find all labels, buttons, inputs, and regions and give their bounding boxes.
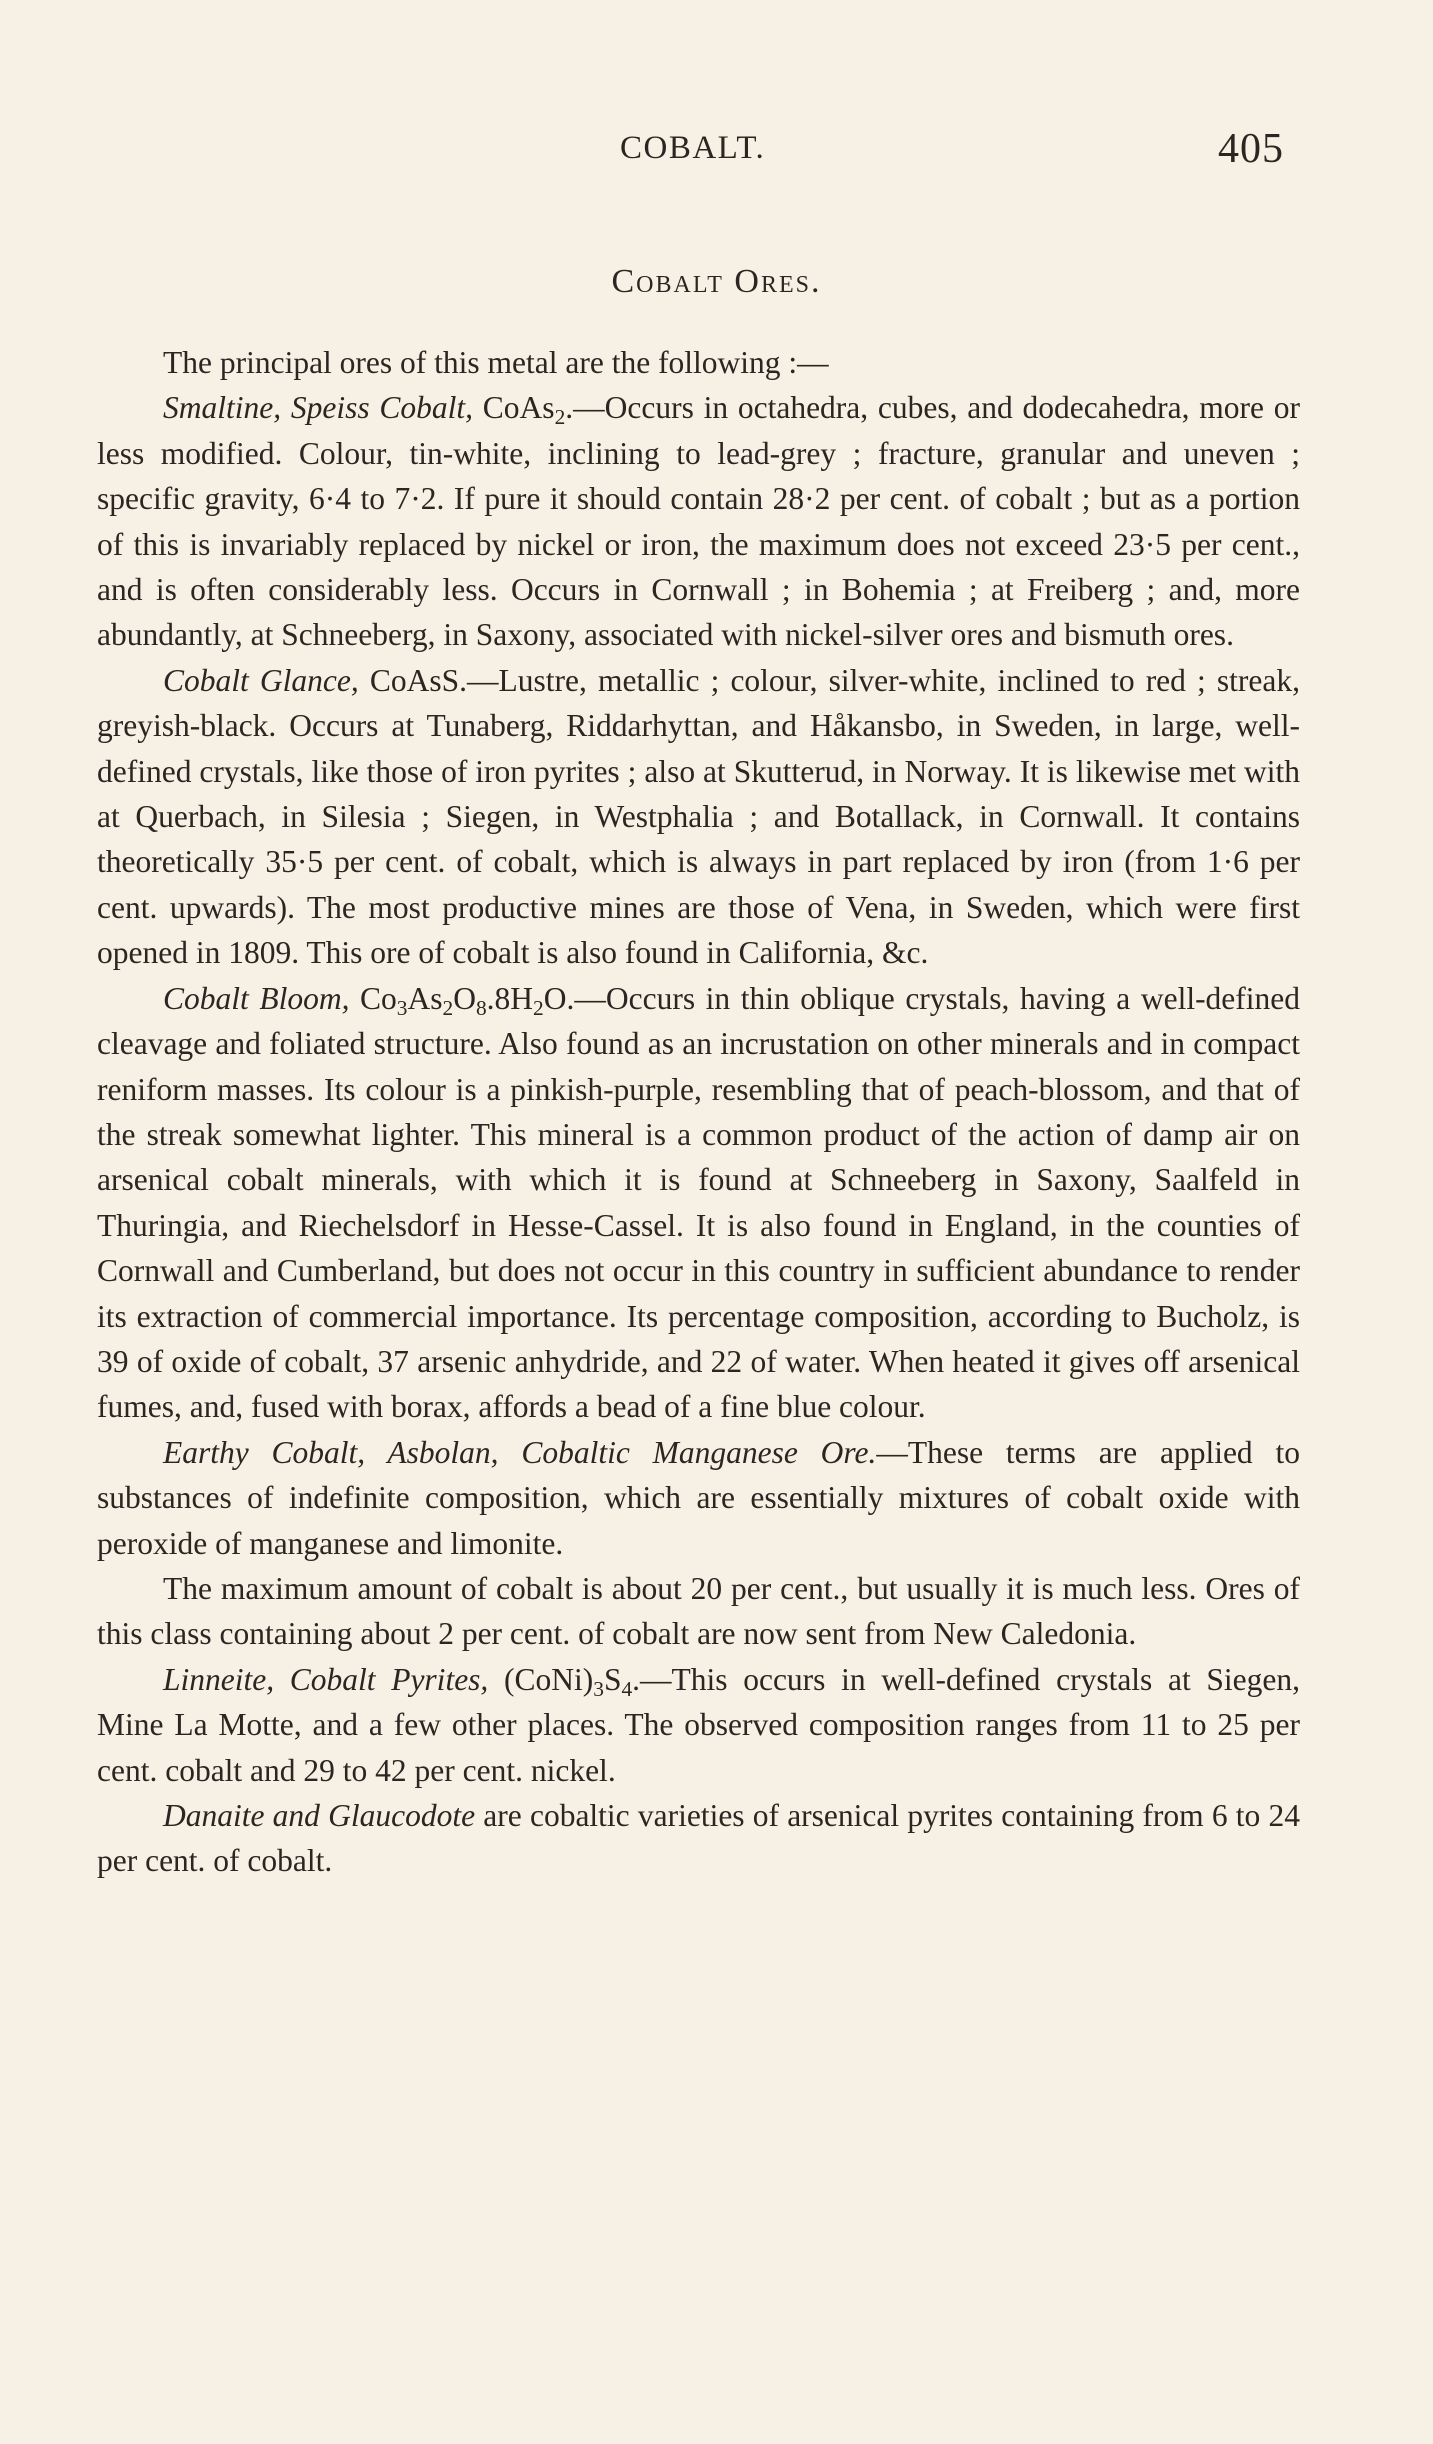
paragraph-text: .—Lustre, metallic ; colour, silver-white, inclined to red ; streak, greyish-black. Occurs at Tunaberg, Riddarhyttan, and Håkansbo, in Sweden, in large, well-defined crystals, like those of iron pyrites ; also at Skutterud, in Norway. It is likewise met with at Querbach, in Silesia ; Siegen, in Westphalia ; and Botallack, in Cornwall. It contains theoretically 35·5 per cent. of cobalt, which is always in part replaced by iron (from 1·6 per cent. upwards). The most productive mines are those of Vena, in Sweden, which were first opened in 1809. This ore of cobalt is also found in California, &c.	[97, 662, 1300, 971]
chemical-formula: $(CoNi)_3S_4$	[503, 1661, 633, 1701]
page-number: 405	[1218, 126, 1284, 172]
intro-paragraph: The principal ores of this metal are the following :—	[163, 345, 829, 380]
paragraph-text: are cobaltic varieties of arsenical pyrites containing from 6 to 24 per cent. of cobalt.	[97, 1798, 1301, 1879]
chemical-formula: $Co_3As_2O_8.8H_2O$	[360, 980, 567, 1020]
chemical-formula: CoAs$_2$	[482, 390, 566, 430]
mineral-name: Smaltine, Speiss Cobalt,	[163, 390, 474, 426]
paragraph-cobalt-glance	[97, 658, 1300, 976]
body-text	[97, 340, 1300, 1884]
chemical-formula: CoAsS	[369, 662, 460, 698]
paragraph-smaltine	[97, 385, 1300, 657]
paragraph-text: .—Occurs in thin oblique crystals, having a well-defined cleavage and foliated structure. Also found as an incrustation on other minerals and in compact reniform masses. Its colour is a pinkish-purple, resembling that of peach-blossom, and that of the streak somewhat lighter. This mineral is a common product of the action of damp air on arsenical cobalt minerals, with which it is found at Schneeberg in Saxony, Saalfeld in Thuringia, and Riechelsdorf in Hesse-Cassel. It is also found in England, in the counties of Cornwall and Cumberland, but does not occur in this country in sufficient abundance to render its extraction of commercial importance. Its percentage composition, according to Bucholz, is 39 of oxide of cobalt, 37 arsenic anhydride, and 22 of water. When heated it gives off arsenical fumes, and, fused with borax, affords a bead of a fine blue colour.	[97, 980, 1301, 1425]
paragraph-earthy-cobalt	[97, 1430, 1300, 1566]
paragraph-text: —These terms are applied to substances of indefinite composition, which are essentially mixtures of cobalt oxide with peroxide of manganese and limonite.	[97, 1434, 1300, 1561]
paragraph-cobalt-bloom	[97, 976, 1300, 1430]
section-title: Cobalt Ores.	[611, 263, 822, 300]
paragraph-danaite	[97, 1793, 1300, 1884]
paragraph-text: .—This occurs in well-defined crystals at Siegen, Mine La Motte, and a few other places. The observed composition ranges from 11 to 25 per cent. cobalt and 29 to 42 per cent. nickel.	[97, 1661, 1300, 1788]
paragraph-maximum-amount: The maximum amount of cobalt is about 20 per cent., but usually it is much less. Ores of this class containing about 2 per cent. of cobalt are now sent from New Caledonia.	[97, 1570, 1300, 1652]
mineral-name: Earthy Cobalt, Asbolan, Cobaltic Manganese Ore.	[163, 1434, 877, 1470]
mineral-name: Cobalt Bloom,	[163, 980, 350, 1016]
mineral-name: Cobalt Glance,	[163, 662, 359, 698]
mineral-name: Linneite, Cobalt Pyrites,	[163, 1661, 489, 1697]
paragraph-linneite	[97, 1657, 1300, 1793]
mineral-name: Danaite and Glaucodote	[163, 1798, 476, 1833]
page-header	[0, 128, 1433, 188]
running-head: COBALT.	[620, 130, 766, 166]
paragraph-text: .—Occurs in octahedra, cubes, and dodecahedra, more or less modified. Colour, tin-white, inclining to lead-grey ; fracture, granular and uneven ; specific gravity, 6·4 to 7·2. If pure it should contain 28·2 per cent. of cobalt ; but as a portion of this is invariably replaced by nickel or iron, the maximum does not exceed 23·5 per cent., and is often considerably less. Occurs in Cornwall ; in Bohemia ; at Freiberg ; and, more abundantly, at Schneeberg, in Saxony, associated with nickel-silver ores and bismuth ores.	[97, 390, 1301, 653]
